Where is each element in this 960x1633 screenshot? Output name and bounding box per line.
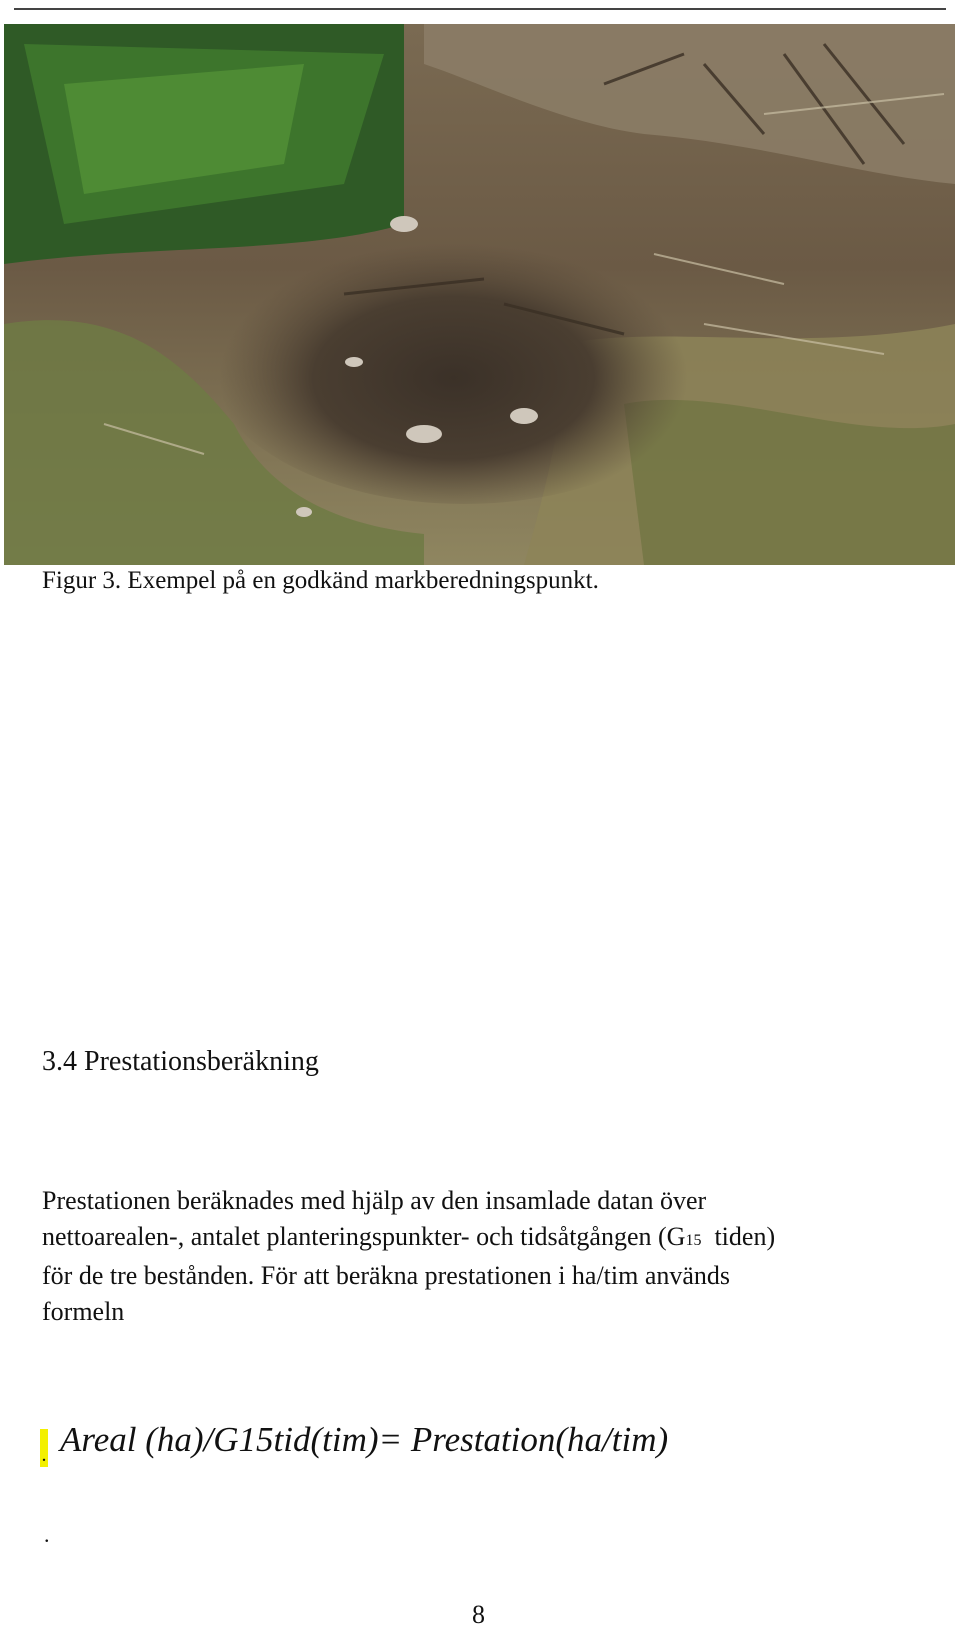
paragraph-line-2-start: nettoarealen-, antalet planteringspunkter- och tidsåtgången (G <box>42 1221 686 1251</box>
paragraph-line-3: för de tre bestånden. För att beräkna prestationen i ha/tim används <box>42 1261 731 1290</box>
paragraph-line-1: Prestationen beräknades med hjälp av den insamlade datan över <box>42 1186 707 1215</box>
g15-subscript: 15 <box>685 1231 702 1249</box>
highlight-marker: . <box>40 1429 48 1467</box>
paragraph-line-2 <box>42 1219 942 1259</box>
page-number: 8 <box>472 1600 485 1629</box>
top-rule <box>14 8 946 10</box>
paragraph-line-4: formeln <box>42 1296 125 1326</box>
formula-text: Areal (ha)/G15tid(tim)= Prestation(ha/tim) <box>60 1420 669 1459</box>
ground-preparation-photo <box>4 24 955 565</box>
figure-caption: Figur 3. Exempel på en godkänd markberedningspunkt. <box>42 567 599 594</box>
section-heading: 3.4 Prestationsberäkning <box>42 1046 319 1077</box>
forest-ground-image <box>4 24 955 565</box>
paragraph-line-2-end: tiden) <box>701 1221 776 1251</box>
body-paragraph <box>42 1183 942 1329</box>
performance-formula <box>40 1420 668 1467</box>
trailing-dot: . <box>44 1522 50 1547</box>
